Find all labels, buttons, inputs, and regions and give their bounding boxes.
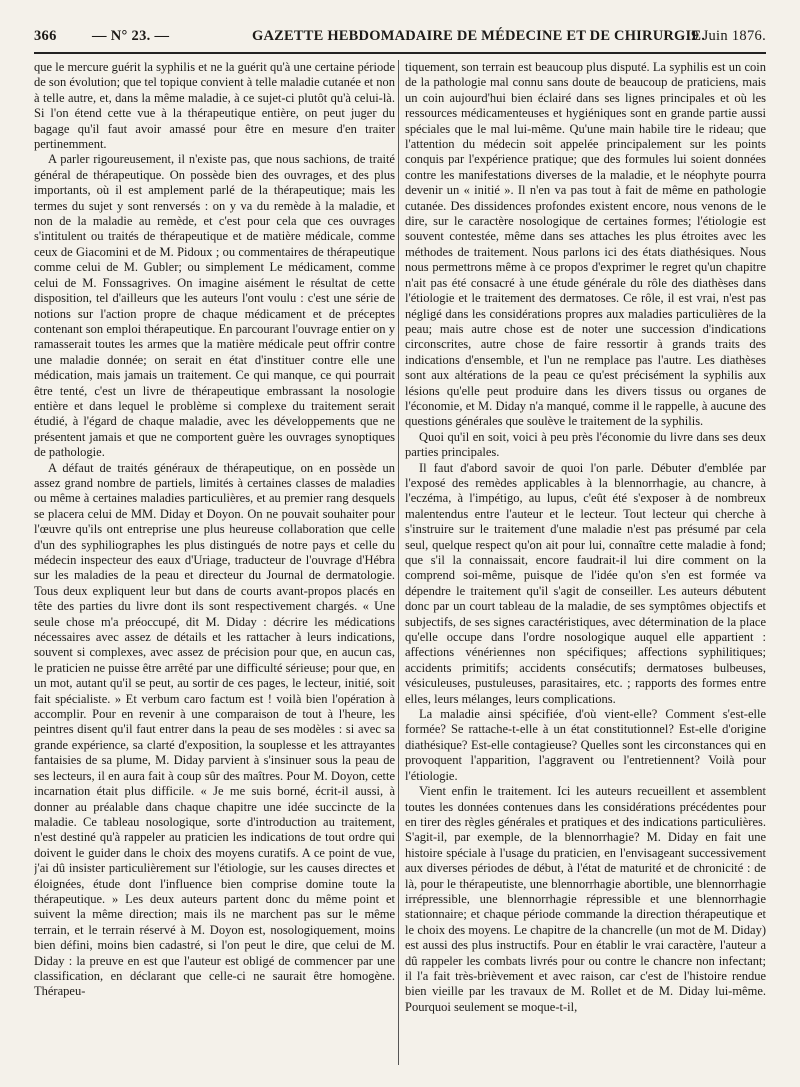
paragraph: Vient enfin le traitement. Ici les auteurs recueillent et assemblent toutes les données contenues dans les considérations précédentes pour en tirer des règles générales et pratiques et des indications particulières. S'agit-il, par exemple, de la blennorrhagie? M. Diday en fait une histoire spéciale à l'usage du praticien, en l'envisageant successivement aux diverses périodes de début, à l'état de maturité et de chronicité : de là, pour le thérapeutiste, une blennorrhagie abortible, une blennorrhagie irrépressible, une blennorrhagie répressible et une blennorrhagie stationnaire; et chaque période commande la direction thérapeutique et le choix des moyens. Le chapitre de la chancrelle (un mot de M. Diday) est aussi des plus instructifs. Pour en établir le vrai caractère, l'auteur a dû rappeler les combats livrés pour ou contre le chancre non infectant; il l'a fait très-brièvement et avec raison, car c'est de l'histoire rendue bien vieille par les travaux de M. Rollet et de M. Diday lui-même. Pourquoi seulement se moque-t-il, [405, 784, 766, 1014]
header-rule [34, 52, 766, 54]
left-column [34, 60, 395, 1065]
paragraph: tiquement, son terrain est beaucoup plus disputé. La syphilis est un coin de la pathologie mal connu sans doute de beaucoup de praticiens, mais un coin aujourd'hui bien éclairé dans ses lignes principales et où les ressources médicamenteuses et hygiéniques sont en grande partie aussi spéciales que le mal lui-même. Qu'une main habile tire le rideau; que l'attention du médecin soit appelée principalement sur les points conquis par l'expérience pratique; que des formules lui soient données contre les manifestations diverses de la maladie, et le néophyte pourra devenir un « initié ». Il n'en va pas tout à fait de même en pathologie cutanée. Des dissidences profondes existent encore, nous venons de le dire, sur le caractère nosologique de certaines formes; l'étiologie est souvent contestée, même dans ses attaches les plus étroites avec les méthodes de traitement. Nous parlons ici des états diathésiques. Nous nous permettrons même à ce propos d'exprimer le regret qu'un chapitre n'ait pas été consacré à une étude générale du rôle des diathèses dans l'étiologie et le traitement des dermatoses. Ce rôle, il est vrai, n'est pas négligé dans les considérations propres aux maladies particulières de la peau; mais autre chose est de noter une succession d'indications circonscrites, autre chose de faire ressortir à grands traits des indications d'ensemble, et l'un ne remplace pas l'autre. Les diathèses sont aux altérations de la peau ce qu'est précisément la syphilis aux lésions qu'elle peut produire dans les divers tissus ou organes de l'économie, et M. Diday n'a manqué, comme il le rappelle, à aucune des questions générales que soulève le traitement de la syphilis. [405, 60, 766, 429]
paragraph: Il faut d'abord savoir de quoi l'on parle. Débuter d'emblée par l'exposé des remèdes applicables à la blennorrhagie, au chancre, à l'eczéma, à l'impétigo, au lupus, c'eût été s'exposer à de nombreux malentendus entre l'auteur et le lecteur. Tout lecteur qui cherche à s'instruire sur le traitement d'une maladie n'est pas présumé par cela seul, quelque respect qu'on ait pour lui, connaître cette maladie à fond; que s'il la connaissait, encore faudrait-il lui dire comment on la comprend soi-même, puisque de l'idée qu'on s'en est formée va dépendre le traitement qu'il s'agit de conseiller. Les auteurs débutent donc par un court tableau de la maladie, de ses symptômes objectifs et subjectifs, de ses signes caractéristiques, avec détermination de la place qu'elle occupe dans l'ordre nosologique auquel elle appartient : affections vénériennes non spécifiques; affections syphilitiques; accidents primitifs; accidents consécutifs; dermatoses bulbeuses, vésiculeuses, pustuleuses, parasitaires, etc. ; rapports des formes entre elles, leurs mélanges, leurs complications. [405, 460, 766, 706]
page-number: 366 [34, 28, 57, 44]
paragraph: A parler rigoureusement, il n'existe pas, que nous sachions, de traité général de thérapeutique. On possède bien des ouvrages, et des plus importants, où il est amplement parlé de la thérapeutique; mais les termes du sujet y sont renversés : on y va du remède à la maladie, et non de la maladie au remède, et c'est pour cela que ces ouvrages s'intitulent ou traités de thérapeutique et de matière médicale, comme ceux de Giacomini et de M. Pidoux ; ou commentaires de thérapeutique comme celui de M. Gubler; ou simplement Le médicament, comme celui de M. Fonssagrives. On imagine aisément le résultat de cette disposition, tel d'ailleurs que les auteurs l'ont voulu : c'est une série de notions sur l'action propre de chaque médicament et de préceptes contenant son emploi thérapeutique. En parcourant l'ouvrage entier on y ramasserait toutes les armes que la matière médicale peut offrir contre une maladie donnée; on serait en état d'instituer contre elle une médication, mais jamais un traitement. Ce qui manque, ce qui pourrait être tenté, c'est un livre de thérapeutique embrassant la nosologie entière et dans lequel le problème si complexe du traitement serait étudié, à l'égard de chaque maladie, avec les développements que ne présentent jamais et que ne comportent guère les ouvrages synoptiques de pathologie. [34, 152, 395, 460]
paragraph: Quoi qu'il en soit, voici à peu près l'économie du livre dans ses deux parties principales. [405, 429, 766, 460]
issue-number: — N° 23. — [92, 28, 170, 44]
right-column [405, 60, 766, 1065]
column-divider [398, 60, 399, 1065]
paragraph: A défaut de traités généraux de thérapeutique, on en possède un assez grand nombre de partiels, limités à certaines classes de maladies ou même à certaines maladies particulières, et au premier rang desquels se placera celui de MM. Diday et Doyon. On ne pouvait souhaiter pour l'œuvre qu'ils ont entreprise une plus heureuse collaboration que celle d'un des syphiliographes les plus distingués de notre pays et celle du médecin inspecteur des eaux d'Uriage, traducteur de l'ouvrage d'Hébra sur les maladies de la peau et directeur du Journal de dermatologie. Tous deux expliquent leur but dans de courts avant-propos placés en tête des parties du livre dont ils sont respectivement chargés. « Une seule chose m'a préoccupé, dit M. Diday : décrire les médications nécessaires avec assez de détails et les rattacher à leurs indications, souvent si complexes, avec assez de précision pour que, en aucun cas, le praticien ne puisse être arrêté par une difficulté sérieuse; pour que, en un mot, autant qu'il se peut, au sortir de ces pages, le lecteur, initié, soit fait spécialiste. » Et verbum caro factum est ! voilà bien l'opération à accomplir. Pour en revenir à une comparaison de tout à l'heure, les peintres disent qu'il faut entrer dans la peau de ses modèles : si avec sa grande expérience, sa clarté d'exposition, la souplesse et les attrayantes fantaisies de sa plume, M. Diday parvient à s'insinuer sous la peau de ses lecteurs, il en aura fait à coup sûr des maîtres. Pour M. Doyon, cette incarnation était plus difficile. « Je me suis borné, écrit-il aussi, à donner au préalable dans chaque chapitre une idée succincte de la maladie. Ce tableau nosologique, sorte d'introduction au traitement, n'est destiné qu'à rappeler au praticien les indications de tout ordre qui doivent le guider dans le choix des moyens curatifs. A ce point de vue, j'ai dû insister particulièrement sur l'étiologie, sur les causes directes et éloignées, étude dont l'influence bien comprise domine toute la thérapeutique. » Les deux auteurs partent donc du même point et suivent la même direction; mais ils ne marchent pas sur le même terrain, et le terrain réservé à M. Doyon est, nosologiquement, moins bien défini, moins bien cadastré, si l'on peut le dire, que celui de M. Diday : la preuve en est que l'auteur est obligé de commencer par une classification, en déclarant que celle-ci ne saurait être homogène. Thérapeu- [34, 460, 395, 999]
issue-date: 9 Juin 1876. [691, 28, 766, 44]
paragraph: que le mercure guérit la syphilis et ne la guérit qu'à une certaine période de son évolution; que tel topique convient à telle maladie cutanée et non à telle autre, et, dans la même maladie, à ce sujet-ci plutôt qu'à celui-là. Si l'on étend cette vue à la thérapeutique entière, on peut juger du bagage qu'il faut avoir amassé pour être en mesure d'en traiter pertinemment. [34, 60, 395, 152]
running-header [34, 28, 766, 50]
paragraph: La maladie ainsi spécifiée, d'où vient-elle? Comment s'est-elle formée? Se rattache-t-elle à un état constitutionnel? Est-elle d'origine diathésique? Est-elle contagieuse? Quelles sont les circonstances qui en provoquent l'apparition, l'aggravent ou l'entretiennent? Voilà pour l'étiologie. [405, 707, 766, 783]
journal-title: GAZETTE HEBDOMADAIRE DE MÉDECINE ET DE CHIRURGIE. [252, 28, 706, 44]
